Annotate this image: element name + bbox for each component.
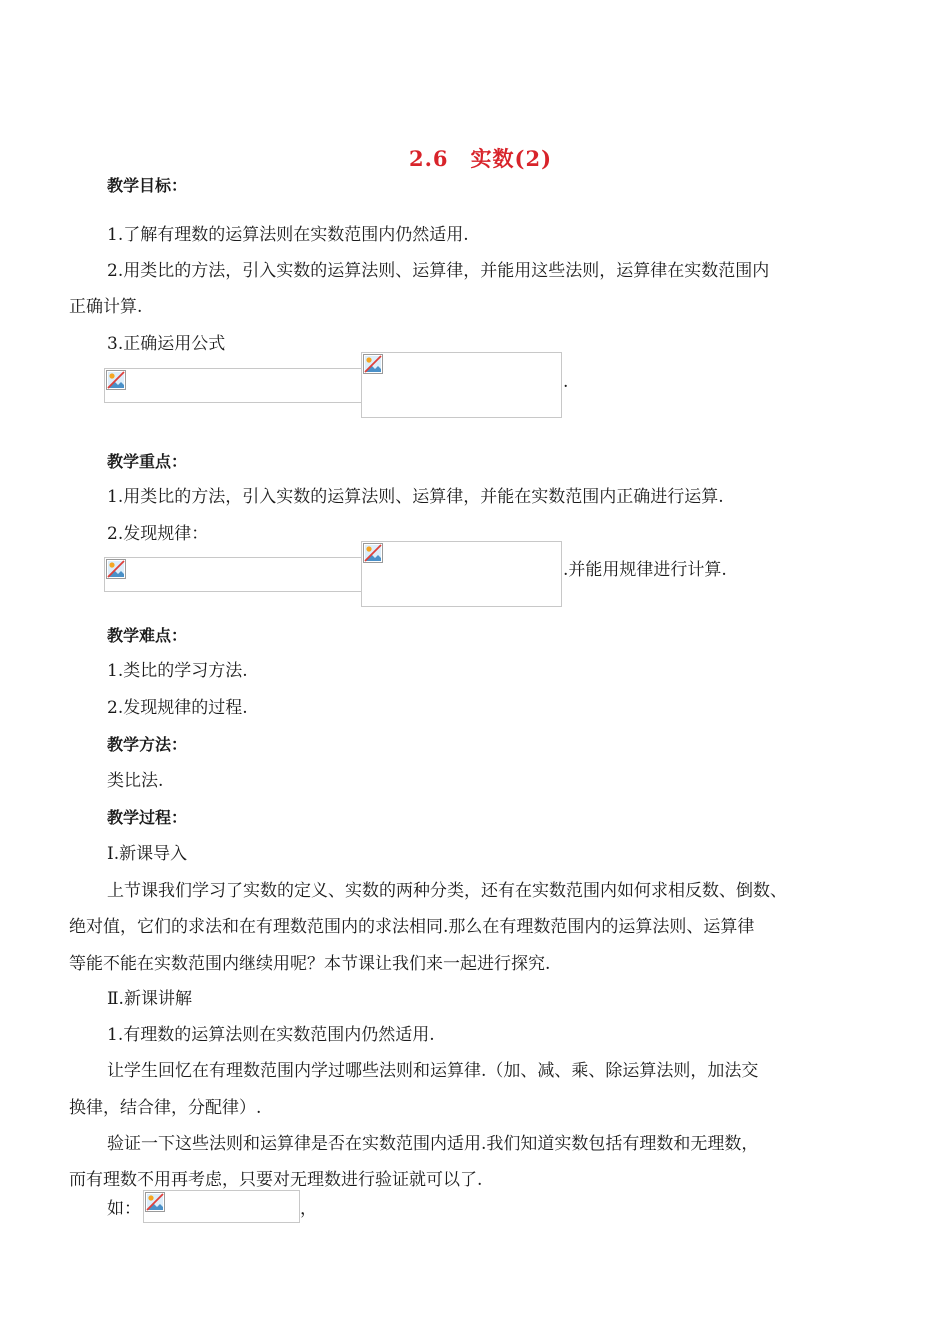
para-3-line-2: 而有理数不用再考虑，只要对无理数进行验证就可以了. bbox=[69, 1170, 483, 1190]
goal-item-3: 3.正确运用公式 bbox=[107, 334, 226, 354]
formula-image-2 bbox=[361, 352, 562, 418]
goal-item-2-line-2: 正确计算. bbox=[69, 297, 143, 317]
example-tail: ， bbox=[300, 1199, 317, 1219]
para-1-line-2: 绝对值，它们的求法和在有理数范围内的求法相同.那么在有理数范围内的运算法则、运算律 bbox=[69, 917, 755, 937]
para-3-line-1: 验证一下这些法则和运算律是否在实数范围内适用.我们知道实数包括有理数和无理数， bbox=[107, 1134, 759, 1154]
difficulties-heading: 教学难点： bbox=[107, 626, 188, 645]
difficulty-1: 1.类比的学习方法. bbox=[107, 661, 248, 681]
formula-image-4 bbox=[361, 541, 562, 607]
difficulty-2: 2.发现规律的过程. bbox=[107, 698, 248, 718]
broken-image-icon bbox=[106, 370, 126, 390]
example-label: 如： bbox=[107, 1199, 141, 1219]
broken-image-icon bbox=[106, 559, 126, 579]
goal-item-1: 1.了解有理数的运算法则在实数范围内仍然适用. bbox=[107, 225, 469, 245]
broken-image-icon bbox=[363, 354, 383, 374]
section-1-title: Ⅰ.新课导入 bbox=[107, 844, 188, 864]
method-heading: 教学方法： bbox=[107, 735, 188, 754]
key-point-2-tail: .并能用规律进行计算. bbox=[563, 560, 727, 580]
formula-image-3 bbox=[104, 557, 362, 592]
formula-image-1 bbox=[104, 368, 362, 403]
point-1: 1.有理数的运算法则在实数范围内仍然适用. bbox=[107, 1025, 435, 1045]
para-2-line-2: 换律，结合律，分配律）. bbox=[69, 1098, 262, 1118]
broken-image-icon bbox=[145, 1192, 165, 1212]
page-title: 2.6 实数(2) bbox=[409, 146, 553, 171]
goal-item-2-line-1: 2.用类比的方法，引入实数的运算法则、运算律，并能用这些法则，运算律在实数范围内 bbox=[107, 261, 770, 281]
key-point-2: 2.发现规律： bbox=[107, 524, 209, 544]
goal-item-3-tail: . bbox=[563, 372, 569, 392]
broken-image-icon bbox=[363, 543, 383, 563]
process-heading: 教学过程： bbox=[107, 808, 188, 827]
section-2-title: Ⅱ.新课讲解 bbox=[107, 989, 192, 1009]
para-2-line-1: 让学生回忆在有理数范围内学过哪些法则和运算律.（加、减、乘、除运算法则，加法交 bbox=[107, 1061, 759, 1081]
goals-heading: 教学目标： bbox=[107, 176, 188, 195]
para-1-line-3: 等能不能在实数范围内继续用呢？本节课让我们来一起进行探究. bbox=[69, 954, 551, 974]
key-point-1: 1.用类比的方法，引入实数的运算法则、运算律，并能在实数范围内正确进行运算. bbox=[107, 487, 724, 507]
key-points-heading: 教学重点： bbox=[107, 452, 188, 471]
method-text: 类比法. bbox=[107, 771, 164, 791]
formula-image-5 bbox=[143, 1190, 300, 1223]
para-1-line-1: 上节课我们学习了实数的定义、实数的两种分类，还有在实数范围内如何求相反数、倒数、 bbox=[107, 881, 787, 901]
